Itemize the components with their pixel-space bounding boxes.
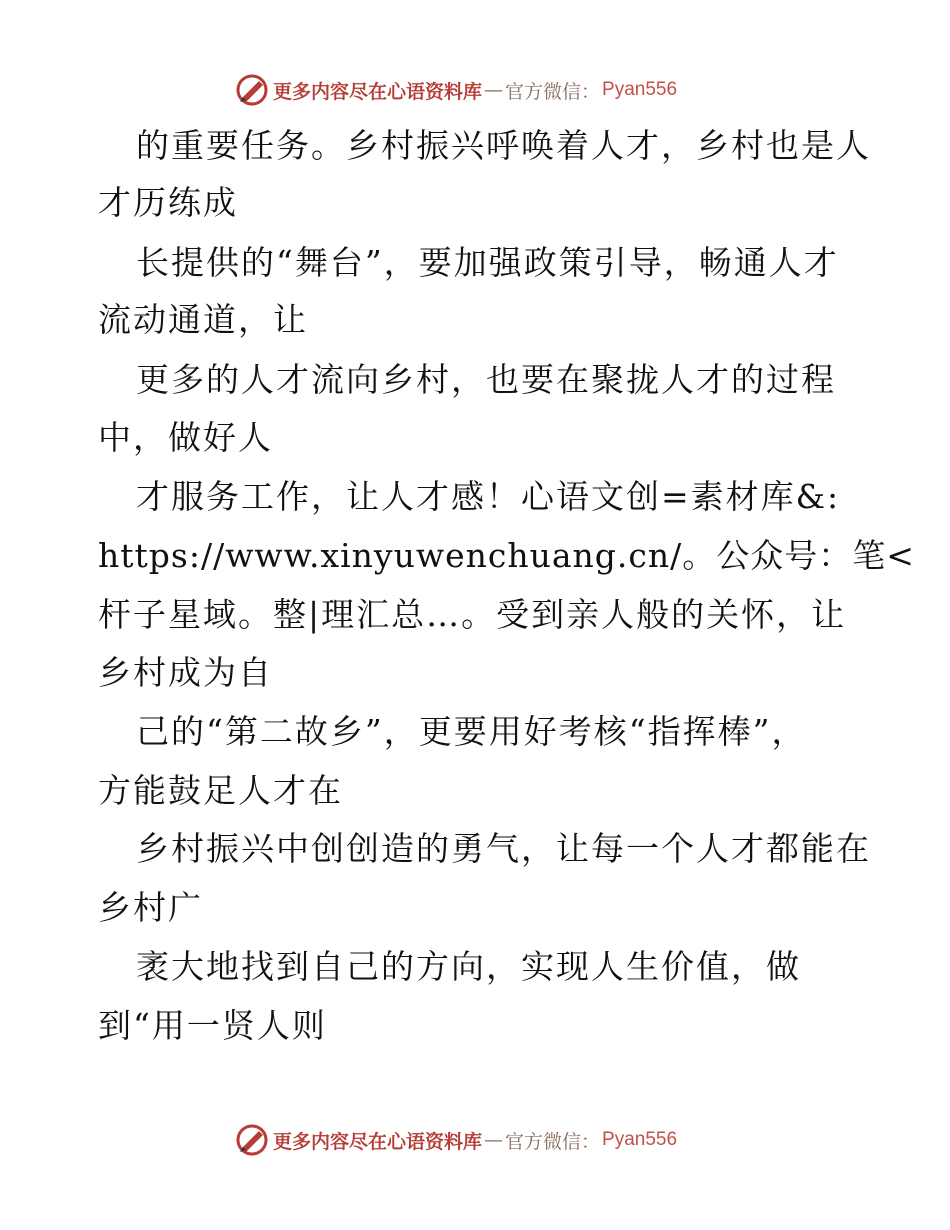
text-line: 己的“第二故乡”，更要用好考核“指挥棒”， bbox=[136, 712, 807, 751]
footer-banner bbox=[235, 1123, 677, 1157]
footer-wechat-id: Pyan556 bbox=[602, 1129, 678, 1150]
header-wechat-id: Pyan556 bbox=[602, 79, 678, 100]
text-line: 更多的人才流向乡村，也要在聚拢人才的过程 bbox=[136, 360, 836, 399]
text-line: 流动通道，让 bbox=[98, 300, 308, 339]
header-brand-text: 更多内容尽在心语资料库 bbox=[273, 80, 483, 103]
header-wechat-label: 官方微信： bbox=[505, 80, 601, 103]
footer-brand-text: 更多内容尽在心语资料库 bbox=[273, 1130, 483, 1153]
footer-dash: — bbox=[484, 1129, 504, 1151]
header-dash: — bbox=[484, 79, 504, 101]
footer-wechat-label: 官方微信： bbox=[505, 1130, 601, 1153]
text-line: 乡村成为自 bbox=[98, 653, 273, 692]
pen-logo-icon bbox=[235, 1123, 269, 1157]
text-line: 方能鼓足人才在 bbox=[98, 771, 343, 810]
text-line: 的重要任务。乡村振兴呼唤着人才，乡村也是人 bbox=[136, 126, 871, 165]
text-line: 才服务工作，让人才感！心语文创=素材库&: bbox=[136, 477, 841, 516]
text-line: 长提供的“舞台”，要加强政策引导，畅通人才 bbox=[136, 243, 839, 282]
text-line: 才历练成 bbox=[98, 183, 238, 222]
text-line: 乡村广 bbox=[98, 888, 203, 927]
text-line: 袤大地找到自己的方向，实现人生价值，做 bbox=[136, 947, 801, 986]
text-line: 到“用一贤人则 bbox=[98, 1006, 327, 1045]
text-line: https://www.xinyuwenchuang.cn/。公众号：笔< bbox=[98, 536, 915, 575]
text-line: 乡村振兴中创创造的勇气，让每一个人才都能在 bbox=[136, 829, 871, 868]
text-line: 杆子星域。整|理汇总…。受到亲人般的关怀，让 bbox=[98, 595, 847, 634]
text-line: 中，做好人 bbox=[98, 418, 273, 457]
